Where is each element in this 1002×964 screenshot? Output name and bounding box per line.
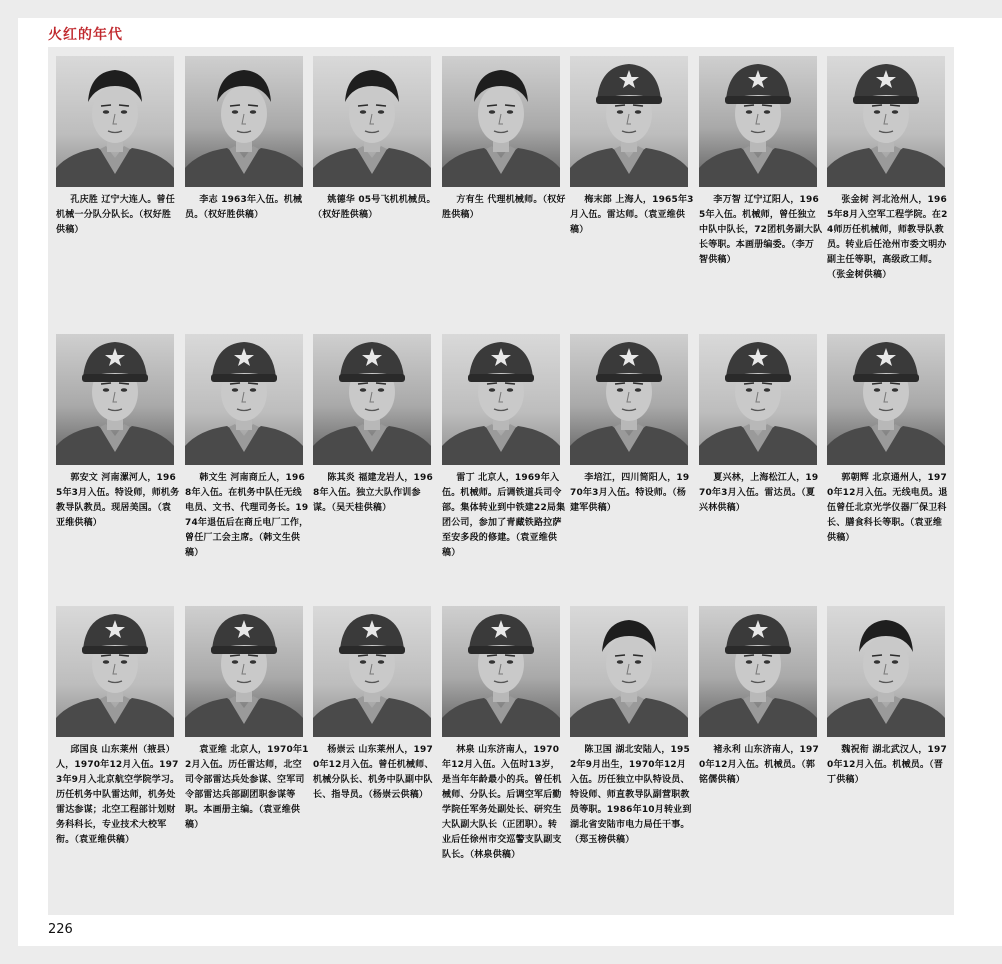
person-caption: 夏兴林，上海松江人，1970年3月入伍。雷达员。（夏兴林供稿） <box>699 473 819 513</box>
portrait-photo <box>185 606 303 737</box>
portrait-photo <box>56 334 174 465</box>
portrait-photo <box>442 606 560 737</box>
person-caption: 陈其炎 福建龙岩人，1968年入伍。独立大队作训参谋。（吴天桂供稿） <box>313 473 433 513</box>
portrait-photo <box>699 606 817 737</box>
person-card <box>313 334 437 516</box>
portrait-photo <box>185 334 303 465</box>
portrait-photo <box>185 56 303 187</box>
person-caption: 张金树 河北沧州人，1965年8月入空军工程学院。在24师历任机械师，师教导队教员。转业后任沧州市委文明办副主任等职，高级政工师。（张金树供稿） <box>827 195 948 280</box>
portrait-photo <box>56 606 174 737</box>
person-card <box>442 334 566 561</box>
person-caption: 魏祝衔 湖北武汉人，1970年12月入伍。机械员。（晋丁供稿） <box>827 745 947 785</box>
person-card <box>56 334 180 531</box>
portrait-photo <box>699 56 817 187</box>
page-title: 火红的年代 <box>48 27 123 43</box>
person-caption: 方有生 代理机械师。（权好胜供稿） <box>442 195 566 220</box>
person-caption: 陈卫国 湖北安陆人，1952年9月出生，1970年12月入伍。历任独立中队特设员、特设师、师直教导队副营职教员等职。1986年10月转业到湖北省安陆市电力局任干事。（郑玉榜供稿） <box>570 745 692 845</box>
person-card <box>699 606 823 788</box>
portrait-photo <box>570 334 688 465</box>
person-caption: 邱国良 山东莱州（掖县）人，1970年12月入伍。1973年9月入北京航空学院学习。历任机务中队雷达师，机务处雷达参谋；北空工程部计划财务科科长，专业技术大校军衔。（袁亚维供稿） <box>56 745 180 845</box>
page-number: 226 <box>48 922 73 937</box>
person-caption: 林泉 山东济南人，1970年12月入伍。入伍时13岁，是当年年龄最小的兵。曾任机械师、分队长。后调空军后勤学院任军务处副处长、研究生大队副大队长（正团职）。转业后任徐州市交巡警支队副支队长。（林泉供稿） <box>442 745 562 860</box>
person-caption: 褚永利 山东济南人，1970年12月入伍。机械员。（郭铭儒供稿） <box>699 745 819 785</box>
portrait-photo <box>827 334 945 465</box>
portrait-photo <box>313 56 431 187</box>
portrait-photo <box>827 56 945 187</box>
person-caption: 姚德华 05号飞机机械员。（权好胜供稿） <box>313 195 436 220</box>
portrait-photo <box>442 334 560 465</box>
person-caption: 郭朝辉 北京通州人，1970年12月入伍。无线电员。退伍曾任北京光学仪器厂保卫科长、膳食科长等职。（袁亚维供稿） <box>827 473 948 543</box>
person-caption: 袁亚维 北京人，1970年12月入伍。历任雷达师，北空司令部雷达兵处参谋、空军司令部雷达兵部副团职参谋等职。本画册主编。（袁亚维供稿） <box>185 745 309 830</box>
person-caption: 梅末郎 上海人，1965年3月入伍。雷达师。（袁亚维供稿） <box>570 195 694 235</box>
person-card <box>313 56 437 223</box>
person-card <box>185 334 309 561</box>
portrait-photo <box>442 56 560 187</box>
person-card <box>56 56 180 238</box>
person-card <box>570 606 694 848</box>
person-caption: 孔庆胜 辽宁大连人。曾任机械一分队分队长。（权好胜供稿） <box>56 195 175 235</box>
person-card <box>827 56 951 283</box>
person-card <box>442 606 566 863</box>
person-card <box>570 56 694 238</box>
person-card <box>313 606 437 803</box>
portrait-photo <box>699 334 817 465</box>
person-caption: 杨崇云 山东莱州人，1970年12月入伍。曾任机械师、机械分队长、机务中队副中队长、指导员。（杨崇云供稿） <box>313 745 434 800</box>
person-card <box>827 606 951 788</box>
portrait-photo <box>570 56 688 187</box>
person-caption: 李培江，四川简阳人，1970年3月入伍。特设师。（杨建军供稿） <box>570 473 690 513</box>
person-card <box>570 334 694 516</box>
portrait-photo <box>827 606 945 737</box>
portrait-photo <box>570 606 688 737</box>
person-card <box>699 56 823 268</box>
person-caption: 雷丁 北京人，1969年入伍。机械师。后调铁道兵司令部。集体转业到中铁建22局集团公司，参加了青藏铁路拉萨至安多段的修建。（袁亚维供稿） <box>442 473 566 558</box>
person-caption: 韩文生 河南商丘人，1968年入伍。在机务中队任无线电员、文书、代理司务长。1974年退伍后在商丘电厂工作，曾任厂工会主席。（韩文生供稿） <box>185 473 309 558</box>
person-card <box>56 606 180 848</box>
person-caption: 李志 1963年入伍。机械员。（权好胜供稿） <box>185 195 303 220</box>
portrait-photo <box>313 606 431 737</box>
portrait-photo <box>56 56 174 187</box>
person-card <box>699 334 823 516</box>
person-caption: 郭安文 河南漯河人，1965年3月入伍。特设师，师机务教导队教员。现居美国。（袁亚维供稿） <box>56 473 180 528</box>
person-card <box>827 334 951 546</box>
person-card <box>185 606 309 833</box>
person-card <box>185 56 309 223</box>
person-card <box>442 56 566 223</box>
person-caption: 李万智 辽宁辽阳人，1965年入伍。机械师，曾任独立中队中队长，72团机务副大队长等职。本画册编委。（李万智供稿） <box>699 195 823 265</box>
portrait-photo <box>313 334 431 465</box>
